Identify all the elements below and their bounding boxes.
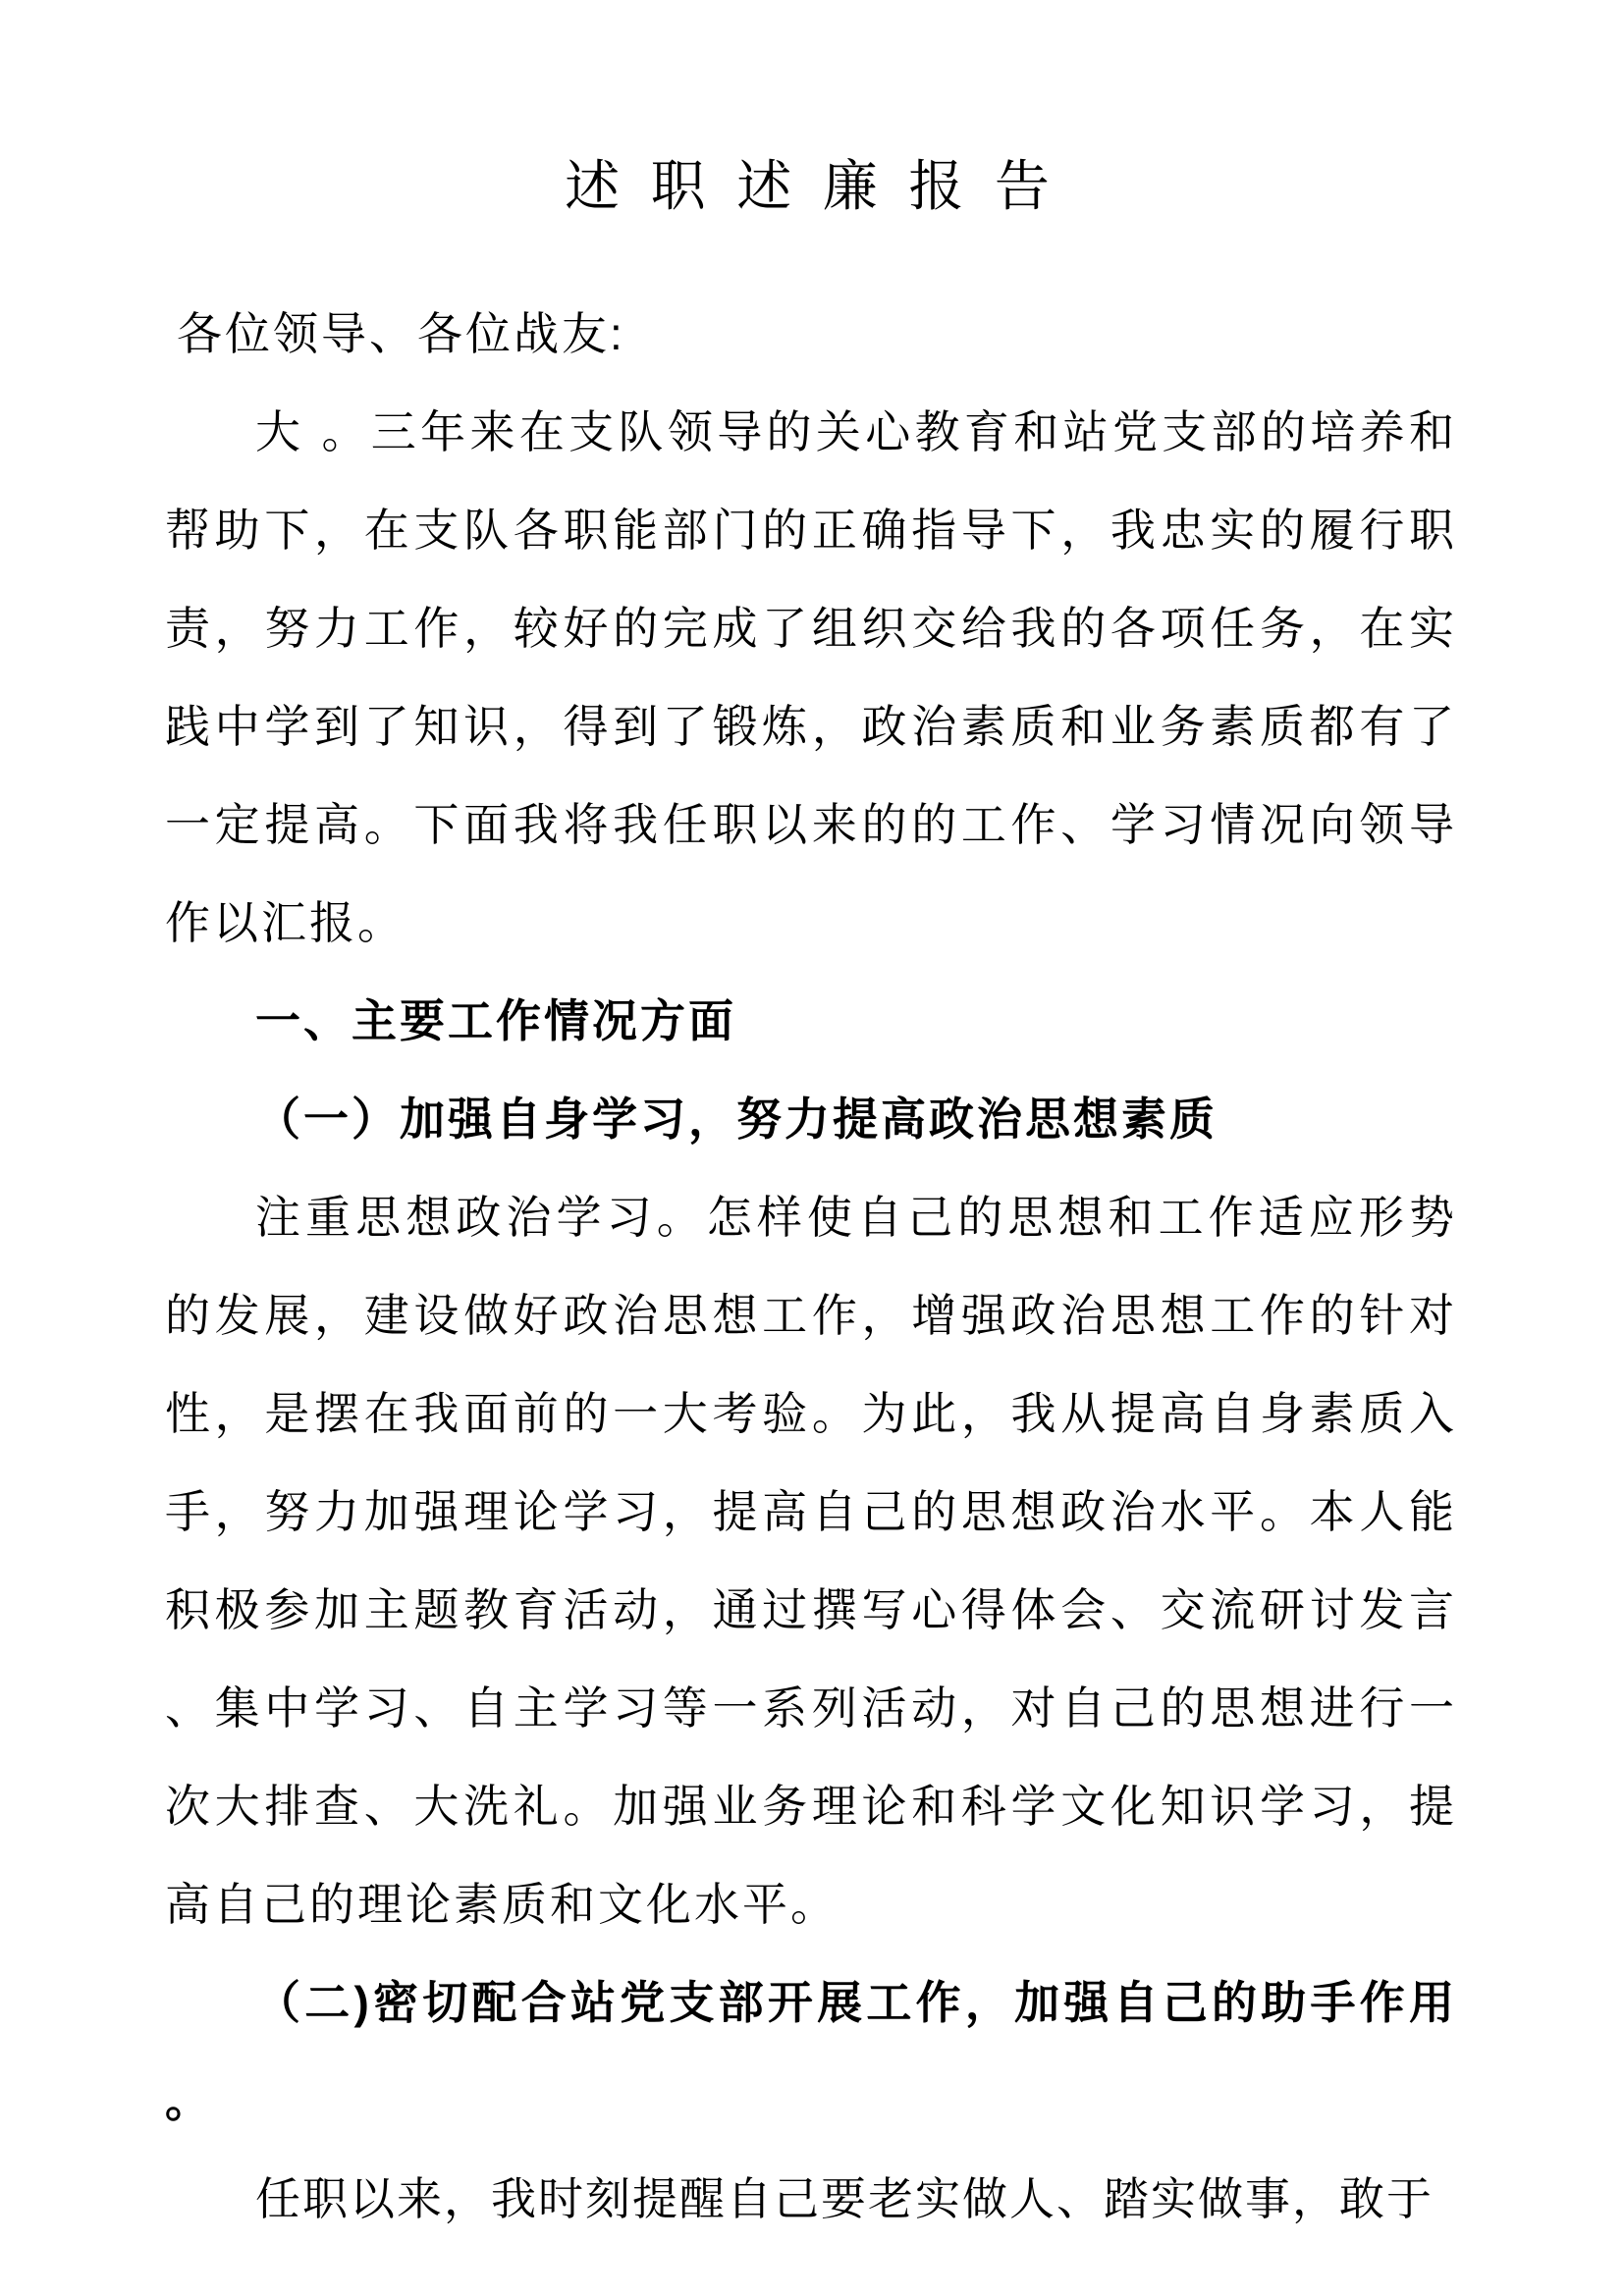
document-title: 述 职 述 廉 报 告	[565, 155, 1057, 217]
section-heading-main-work: 一、主要工作情况方面	[255, 995, 736, 1046]
subsection-heading-self-study: （一）加强自身学习，努力提高政治思想素质	[255, 1094, 1218, 1145]
intro-paragraph: 大 。三年来在支队领导的关心教育和站党支部的培养和帮助下，在支队各职能部门的正确指导下，我忠实的履行职责，努力工作，较好的完成了组织交给我的各项任务，在实践中学到了知识，得到了锻炼，政治素质和业务素质都有了一定提高。下面我将我任职以来的的工作、学习情况向领导作以汇报。	[165, 406, 1457, 948]
paragraph-since-appointment: 任职以来，我时刻提醒自己要老实做人、踏实做事，敢于	[255, 2173, 1434, 2224]
salutation-line: 各位领导、各位战友:	[177, 308, 625, 359]
subsection-heading-party-branch: （二)密切配合站党支部开展工作，加强自己的助手作用。	[165, 1977, 1457, 2126]
paragraph-political-study: 注重思想政治学习。怎样使自己的思想和工作适应形势的发展，建设做好政治思想工作，增强政治思想工作的针对性，是摆在我面前的一大考验。为此，我从提高自身素质入手，努力加强理论学习，提高自己的思想政治水平。本人能积极参加主题教育活动，通过撰写心得体会、交流研讨发言、集中学习、自主学习等一系列活动，对自己的思想进行一次大排查、大洗礼。加强业务理论和科学文化知识学习，提高自己的理论素质和文化水平。	[165, 1192, 1457, 1930]
